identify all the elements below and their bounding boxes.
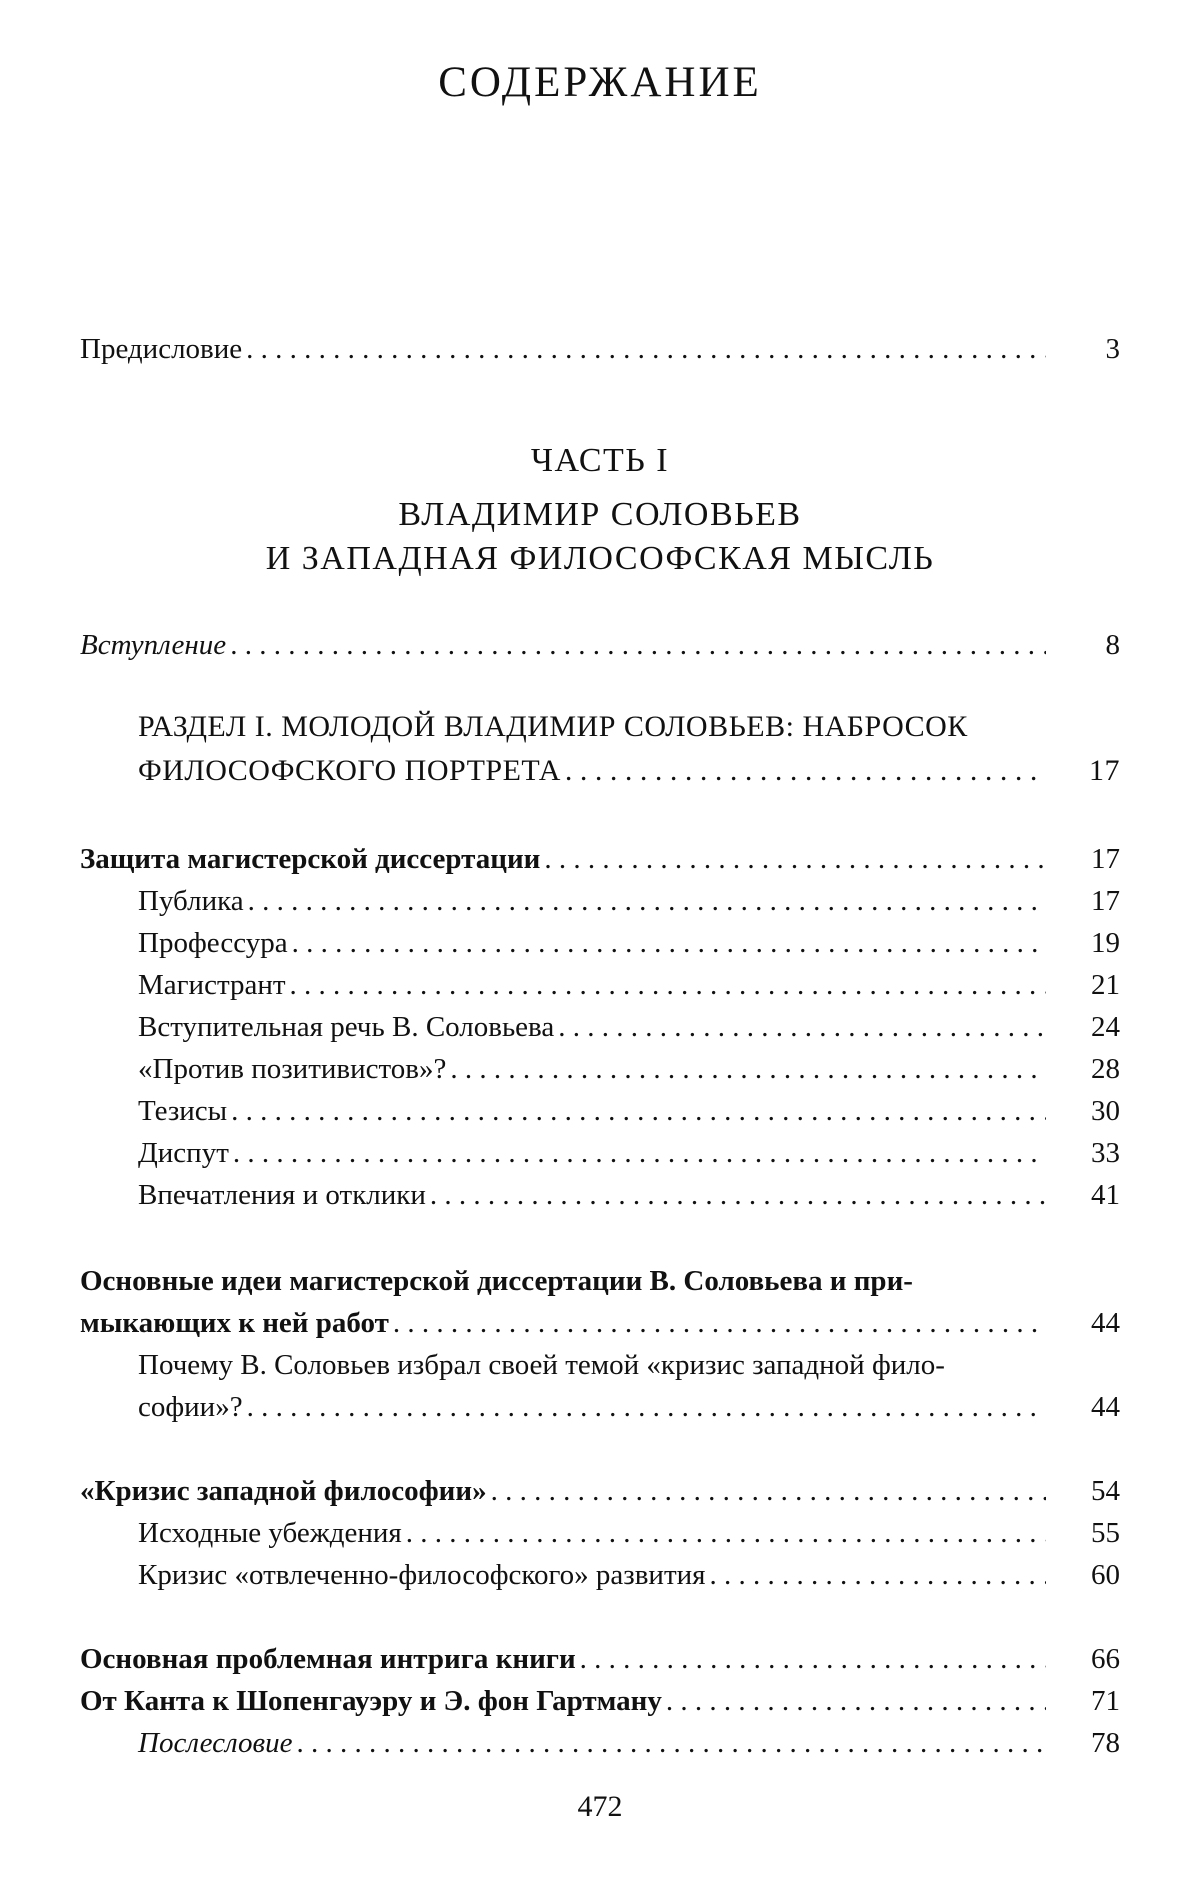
toc-label: Диспут	[138, 1137, 229, 1169]
dot-leader	[709, 1558, 1046, 1592]
toc-label: Послесловие	[138, 1727, 293, 1759]
dot-leader	[231, 1094, 1046, 1128]
dot-leader	[230, 628, 1046, 662]
toc-page: 60	[1091, 1559, 1120, 1591]
dot-leader	[290, 968, 1046, 1002]
toc-entry-subitem[interactable]	[138, 1136, 1120, 1170]
toc-page: 17	[1091, 843, 1120, 875]
toc-label: Вступительная речь В. Соловьева	[138, 1011, 555, 1043]
dot-leader	[393, 1306, 1046, 1340]
toc-page: 41	[1091, 1179, 1120, 1211]
toc-page: 3	[1105, 333, 1120, 365]
toc-page: 54	[1091, 1475, 1120, 1507]
toc-entry-subitem[interactable]	[138, 926, 1120, 960]
toc-page: 28	[1091, 1053, 1120, 1085]
toc-page: 44	[1091, 1307, 1120, 1339]
page-title: СОДЕРЖАНИЕ	[438, 59, 762, 106]
toc-entry-subitem[interactable]	[138, 1052, 1120, 1086]
toc-entry-preface[interactable]	[80, 332, 1120, 366]
toc-entry-chapter1[interactable]	[80, 842, 1120, 876]
toc-page: 55	[1091, 1517, 1120, 1549]
dot-leader	[233, 1136, 1046, 1170]
dot-leader	[580, 1642, 1046, 1676]
toc-page: 66	[1091, 1643, 1120, 1675]
toc-page: 44	[1091, 1391, 1120, 1423]
dot-leader	[246, 332, 1046, 366]
toc-entry-section1[interactable]	[138, 754, 1120, 788]
toc-label: ФИЛОСОФСКОГО ПОРТРЕТА	[138, 754, 561, 787]
toc-page: 30	[1091, 1095, 1120, 1127]
toc-page: 78	[1091, 1727, 1120, 1759]
toc-entry-afterword[interactable]	[138, 1726, 1120, 1760]
toc-page: 71	[1091, 1685, 1120, 1717]
toc-label: Вступление	[80, 629, 227, 661]
dot-leader	[666, 1684, 1046, 1718]
toc-label: «Против позитивистов»?	[138, 1053, 447, 1085]
dot-leader	[430, 1178, 1046, 1212]
toc-label: От Канта к Шопенгауэру и Э. фон Гартману	[80, 1685, 662, 1717]
toc-entry-chapter2[interactable]	[80, 1306, 1120, 1340]
subitem-title-line1: Почему В. Соловьев избрал своей темой «кризис западной фило-	[138, 1349, 945, 1381]
part-number: ЧАСТЬ I	[530, 442, 670, 479]
toc-page: 8	[1105, 629, 1120, 661]
toc-entry-chapter4[interactable]	[80, 1642, 1120, 1676]
dot-leader	[292, 926, 1046, 960]
toc-page: 24	[1091, 1011, 1120, 1043]
toc-label: Тезисы	[138, 1095, 228, 1127]
dot-leader	[297, 1726, 1046, 1760]
page-number: 472	[577, 1790, 623, 1823]
toc-label: «Кризис западной философии»	[80, 1475, 487, 1507]
section-title-line1: РАЗДЕЛ I. МОЛОДОЙ ВЛАДИМИР СОЛОВЬЕВ: НАБРОСОК	[138, 710, 968, 743]
toc-entry-subitem[interactable]	[138, 1094, 1120, 1128]
toc-page: 19	[1091, 927, 1120, 959]
toc-label: Впечатления и отклики	[138, 1179, 426, 1211]
part-title-line1: ВЛАДИМИР СОЛОВЬЕВ	[398, 496, 802, 533]
dot-leader	[544, 842, 1046, 876]
toc-entry-subitem[interactable]	[138, 1010, 1120, 1044]
dot-leader	[247, 1390, 1046, 1424]
toc-entry-subitem[interactable]	[138, 968, 1120, 1002]
toc-entry-subitem[interactable]	[138, 884, 1120, 918]
dot-leader	[406, 1516, 1046, 1550]
dot-leader	[491, 1474, 1046, 1508]
toc-entry-intro[interactable]	[80, 628, 1120, 662]
toc-label: Предисловие	[80, 333, 243, 365]
toc-page: 21	[1091, 969, 1120, 1001]
toc-label: Основная проблемная интрига книги	[80, 1643, 576, 1675]
toc-entry-chapter5[interactable]	[80, 1684, 1120, 1718]
part-title-line2: И ЗАПАДНАЯ ФИЛОСОФСКАЯ МЫСЛЬ	[265, 540, 935, 577]
toc-label: Магистрант	[138, 969, 286, 1001]
toc-label: Защита магистерской диссертации	[80, 843, 541, 875]
toc-entry-subitem[interactable]	[138, 1516, 1120, 1550]
dot-leader	[248, 884, 1046, 918]
toc-entry-subitem[interactable]	[138, 1178, 1120, 1212]
dot-leader	[558, 1010, 1046, 1044]
toc-label: Исходные убеждения	[138, 1517, 402, 1549]
toc-label: Публика	[138, 885, 244, 917]
toc-label: Профессура	[138, 927, 288, 959]
dot-leader	[565, 754, 1046, 788]
toc-entry-subitem[interactable]	[138, 1558, 1120, 1592]
toc-entry-subitem[interactable]	[138, 1390, 1120, 1424]
toc-page: 33	[1091, 1137, 1120, 1169]
toc-entry-chapter3[interactable]	[80, 1474, 1120, 1508]
chapter2-title-line1: Основные идеи магистерской диссертации В. Соловьева и при-	[80, 1265, 913, 1297]
dot-leader	[450, 1052, 1046, 1086]
toc-page: 17	[1089, 754, 1120, 787]
toc-label: мыкающих к ней работ	[80, 1307, 389, 1339]
toc-page: 17	[1091, 885, 1120, 917]
toc-label: софии»?	[138, 1391, 243, 1423]
toc-label: Кризис «отвлеченно-философского» развития	[138, 1559, 706, 1591]
